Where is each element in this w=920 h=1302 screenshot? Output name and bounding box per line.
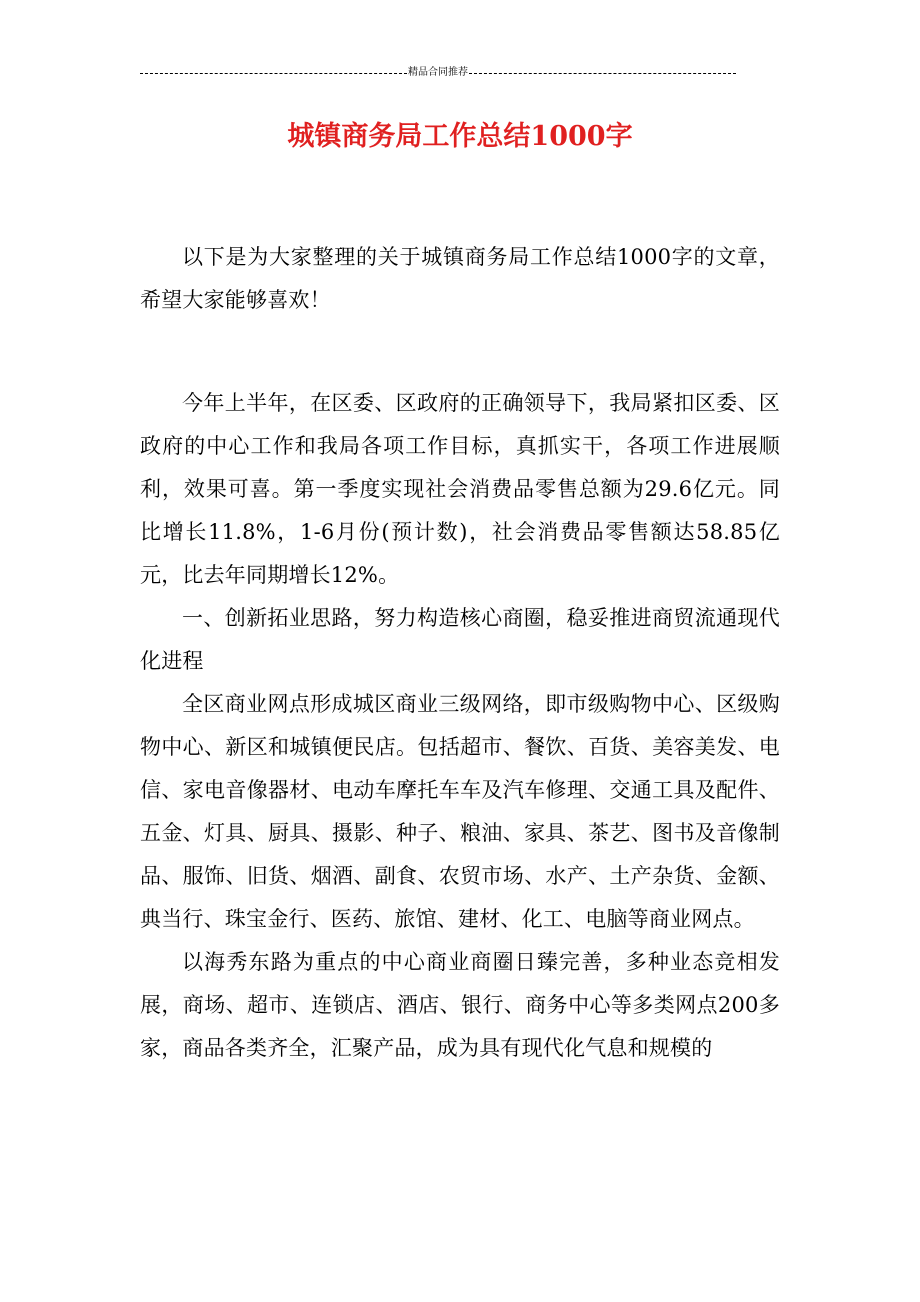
body-paragraph: 全区商业网点形成城区商业三级网络，即市级购物中心、区级购物中心、新区和城镇便民店。包括超市、餐饮、百货、美容美发、电信、家电音像器材、电动车摩托车车及汽车修理、交通工具及配件、五金、灯具、厨具、摄影、种子、粮油、家具、茶艺、图书及音像制品、服饰、旧货、烟酒、副食、农贸市场、水产、土产杂货、金额、典当行、珠宝金行、医药、旅馆、建材、化工、电脑等商业网点。 — [140, 692, 780, 931]
page-header — [140, 66, 736, 80]
header-label: 精品合同推荐 — [408, 67, 468, 78]
document-body — [140, 382, 780, 1070]
body-paragraph: 以海秀东路为重点的中心商业商圈日臻完善，多种业态竞相发展，商场、超市、连锁店、酒店、银行、商务中心等多类网点200多家，商品各类齐全，汇聚产品，成为具有现代化气息和规模的 — [140, 950, 780, 1060]
header-divider-right — [469, 73, 736, 74]
intro-section — [140, 236, 780, 322]
intro-paragraph: 以下是为大家整理的关于城镇商务局工作总结1000字的文章，希望大家能够喜欢！ — [140, 245, 780, 312]
header-divider-left — [140, 73, 407, 74]
body-paragraph: 今年上半年，在区委、区政府的正确领导下，我局紧扣区委、区政府的中心工作和我局各项工作目标，真抓实干，各项工作进展顺利，效果可喜。第一季度实现社会消费品零售总额为29.6亿元。同比增长11.8%，1-6月份(预计数)，社会消费品零售额达58.85亿元，比去年同期增长12%。 — [140, 391, 780, 587]
document-title: 城镇商务局工作总结1000字 — [287, 121, 633, 152]
section-heading: 一、创新拓业思路，努力构造核心商圈，稳妥推进商贸流通现代化进程 — [140, 606, 780, 673]
